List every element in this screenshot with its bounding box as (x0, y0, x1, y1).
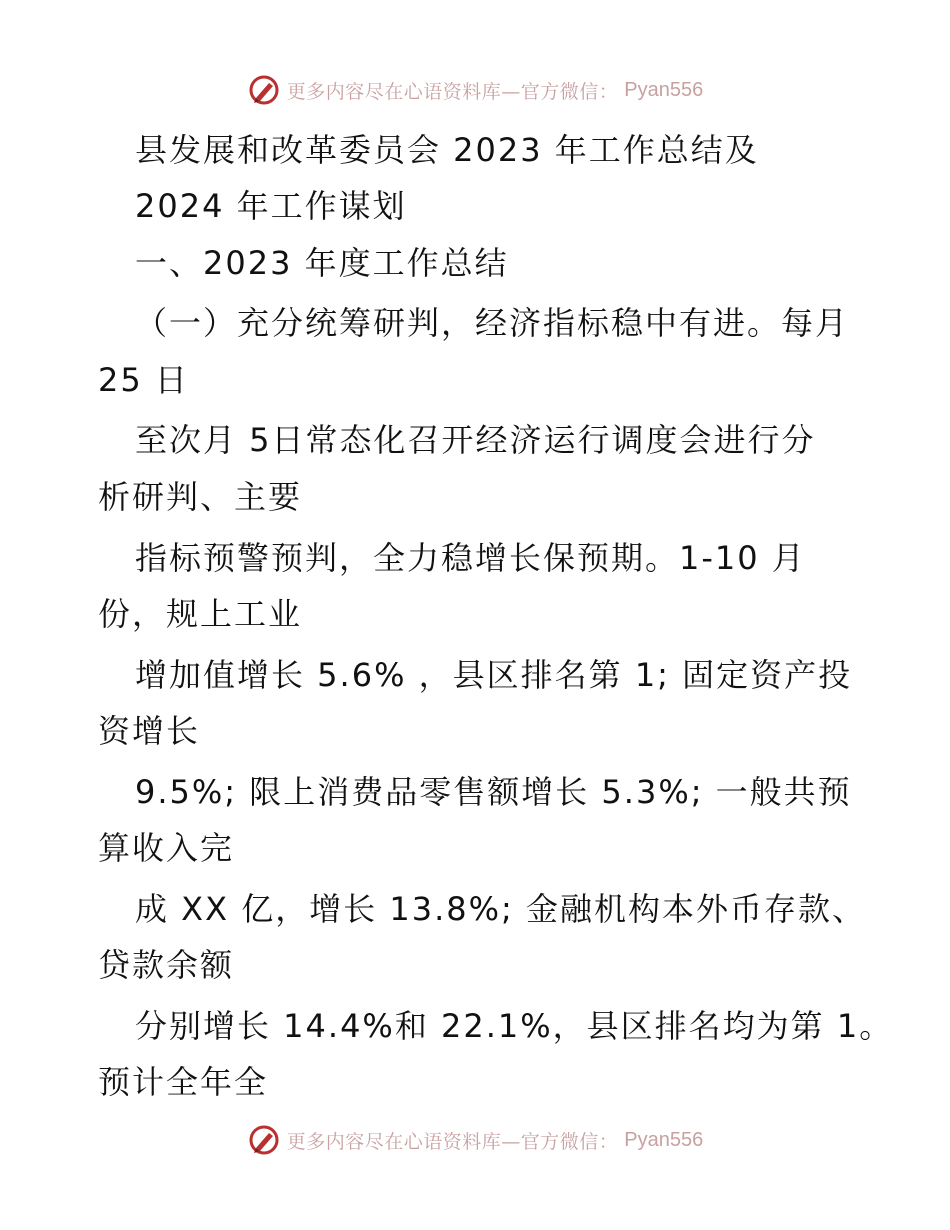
body-line: 析研判、主要 (98, 478, 303, 516)
body-line: 25 日 (98, 361, 189, 399)
doc-title-line-1: 县发展和改革委员会 2023 年工作总结及 (135, 131, 759, 169)
pen-logo-icon (247, 1123, 281, 1157)
watermark-header-text: 更多内容尽在心语资料库—官方微信： (286, 80, 619, 103)
watermark-header-content (247, 73, 703, 107)
body-line: 指标预警预判，全力稳增长保预期。1-10 月 (135, 539, 806, 577)
body-line: 9.5%; 限上消费品零售额增长 5.3%; 一般共预 (135, 773, 852, 811)
body-line: 算收入完 (98, 829, 235, 867)
watermark-header-id: Pyan556 (624, 78, 704, 101)
watermark-footer-text: 更多内容尽在心语资料库—官方微信： (286, 1130, 619, 1153)
body-line: 贷款余额 (98, 946, 235, 984)
body-line: 增加值增长 5.6% ，县区排名第 1; 固定资产投 (135, 656, 853, 694)
watermark-footer-id: Pyan556 (624, 1128, 704, 1151)
body-line: 预计全年全 (98, 1063, 269, 1101)
body-line: （一）充分统筹研判，经济指标稳中有进。每月 (135, 304, 850, 342)
watermark-footer (0, 1120, 950, 1160)
body-line: 至次月 5日常态化召开经济运行调度会进行分 (135, 421, 816, 459)
watermark-footer-content (247, 1123, 703, 1157)
body-line: 份，规上工业 (98, 595, 303, 633)
doc-title-line-2: 2024 年工作谋划 (135, 187, 407, 225)
section-1-heading: 一、2023 年度工作总结 (135, 244, 509, 282)
body-line: 分别增长 14.4%和 22.1%，县区排名均为第 1。 (135, 1007, 894, 1045)
body-line: 资增长 (98, 712, 201, 750)
pen-logo-icon (247, 73, 281, 107)
body-line: 成 XX 亿，增长 13.8%; 金融机构本外币存款、 (135, 890, 866, 928)
watermark-header (0, 70, 950, 110)
